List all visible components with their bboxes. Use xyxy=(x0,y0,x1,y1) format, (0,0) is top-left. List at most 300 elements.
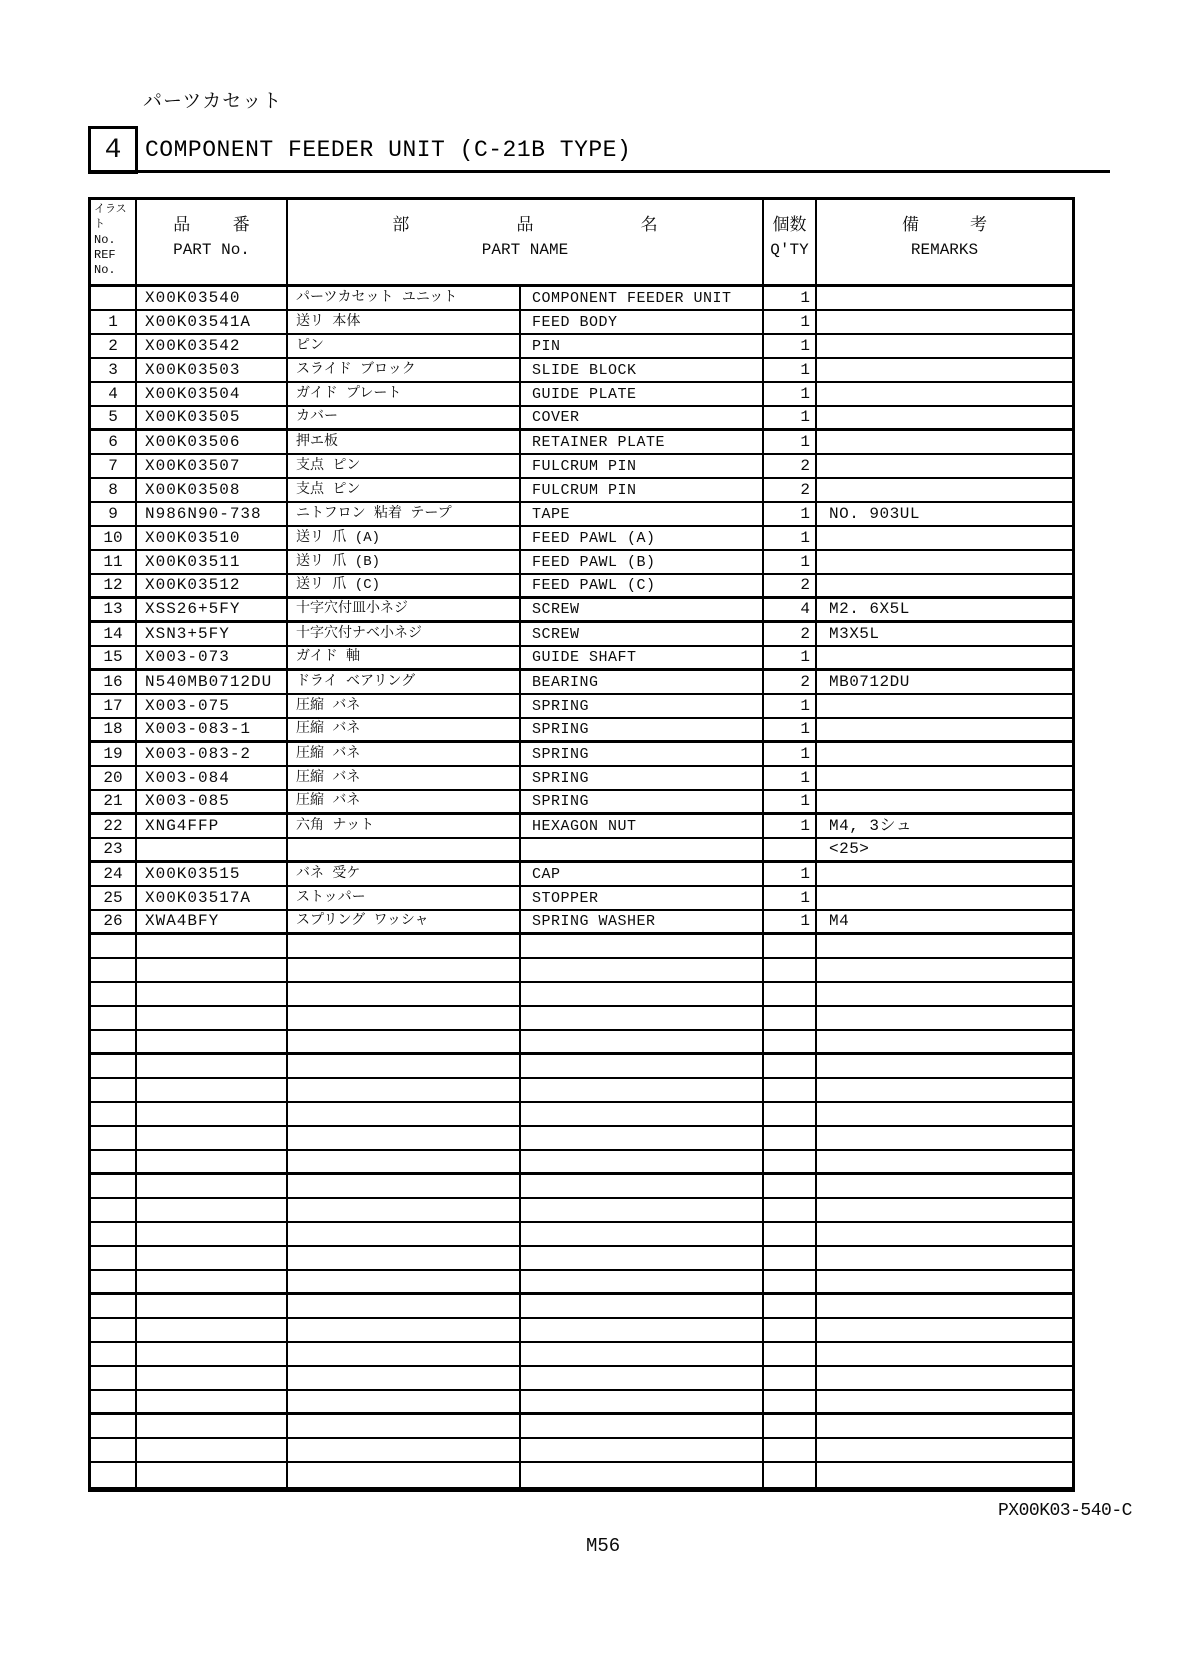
part-name-jp-cell: 十字穴付皿小ネジ xyxy=(288,599,521,620)
remarks-cell xyxy=(817,1031,1072,1052)
part-name-jp-cell: 十字穴付ナベ小ネジ xyxy=(288,623,521,645)
part-name-en-cell xyxy=(521,1247,764,1269)
remarks-cell xyxy=(817,359,1072,381)
qty-cell: 1 xyxy=(764,287,817,309)
part-name-jp-cell xyxy=(288,1079,521,1101)
part-name-en-cell: SCREW xyxy=(521,599,764,620)
part-name-jp-cell: スプリング ワッシャ xyxy=(288,911,521,932)
qty-cell: 1 xyxy=(764,335,817,357)
part-name-jp-cell: ガイド プレート xyxy=(288,383,521,405)
table-row-empty xyxy=(91,1199,1072,1223)
part-name-en-cell: FEED PAWL (B) xyxy=(521,551,764,573)
qty-cell xyxy=(764,1367,817,1389)
qty-cell: 2 xyxy=(764,575,817,596)
qty-cell xyxy=(764,839,817,860)
part-no-cell: X00K03510 xyxy=(137,527,288,549)
part-name-en-cell xyxy=(521,1031,764,1052)
ref-cell xyxy=(91,1007,137,1029)
qty-cell xyxy=(764,983,817,1005)
part-name-en-cell xyxy=(521,1295,764,1317)
ref-cell xyxy=(91,1031,137,1052)
part-no-cell: X00K03506 xyxy=(137,431,288,453)
part-no-cell: X00K03515 xyxy=(137,863,288,885)
part-no-cell: N540MB0712DU xyxy=(137,671,288,693)
part-name-en-cell xyxy=(521,1415,764,1437)
part-name-en-cell: COMPONENT FEEDER UNIT xyxy=(521,287,764,309)
header-part-name: 部品名 PART NAME xyxy=(288,200,764,284)
qty-cell xyxy=(764,1175,817,1197)
part-no-cell: N986N90-738 xyxy=(137,503,288,525)
part-no-cell xyxy=(137,935,288,957)
part-name-en-cell xyxy=(521,1079,764,1101)
table-row-empty xyxy=(91,1415,1072,1439)
part-no-cell: X00K03541A xyxy=(137,311,288,333)
header-remarks: 備考 REMARKS xyxy=(902,217,1038,259)
remarks-cell xyxy=(817,1415,1072,1437)
part-no-cell xyxy=(137,1271,288,1292)
part-name-en-cell: SLIDE BLOCK xyxy=(521,359,764,381)
remarks-cell xyxy=(817,695,1072,717)
ref-cell xyxy=(91,983,137,1005)
ref-cell xyxy=(91,1223,137,1245)
part-name-jp-cell xyxy=(288,1343,521,1365)
part-name-en-cell: COVER xyxy=(521,407,764,428)
part-name-en-cell xyxy=(521,1175,764,1197)
qty-cell: 2 xyxy=(764,671,817,693)
part-name-en-cell: SPRING xyxy=(521,743,764,765)
ref-cell xyxy=(91,1343,137,1365)
qty-cell: 2 xyxy=(764,455,817,477)
part-no-cell: X00K03504 xyxy=(137,383,288,405)
table-row xyxy=(91,407,1072,431)
part-name-en-cell xyxy=(521,1343,764,1365)
part-name-jp-cell xyxy=(288,1295,521,1317)
remarks-cell: M4, 3シュ xyxy=(829,816,913,835)
ref-cell: 26 xyxy=(91,911,137,932)
part-name-en-cell xyxy=(521,1391,764,1412)
ref-cell: 4 xyxy=(91,383,137,405)
part-name-jp-cell: ニトフロン 粘着 テープ xyxy=(288,503,521,525)
remarks-cell xyxy=(817,935,1072,957)
part-no-cell: X00K03512 xyxy=(137,575,288,596)
remarks-cell xyxy=(817,863,1072,885)
qty-cell: 1 xyxy=(764,887,817,909)
ref-cell: 2 xyxy=(91,335,137,357)
part-name-jp-cell: 圧縮 バネ xyxy=(288,695,521,717)
ref-cell: 3 xyxy=(91,359,137,381)
ref-cell: 20 xyxy=(91,767,137,789)
qty-cell: 1 xyxy=(764,719,817,740)
remarks-cell xyxy=(817,455,1072,477)
remarks-cell xyxy=(817,887,1072,909)
part-name-en-cell xyxy=(521,1463,764,1487)
part-no-cell: X00K03511 xyxy=(137,551,288,573)
qty-cell: 1 xyxy=(764,647,817,668)
remarks-cell xyxy=(817,1007,1072,1029)
part-name-en-cell: SPRING WASHER xyxy=(521,911,764,932)
remarks-cell xyxy=(817,1199,1072,1221)
part-name-en-cell xyxy=(521,935,764,957)
remarks-cell: M2. 6X5L xyxy=(829,600,910,618)
part-name-en-cell: CAP xyxy=(521,863,764,885)
ref-cell xyxy=(91,1151,137,1172)
part-name-jp-cell xyxy=(288,983,521,1005)
table-row xyxy=(91,671,1072,695)
table-row xyxy=(91,887,1072,911)
qty-cell xyxy=(764,1199,817,1221)
table-row xyxy=(91,287,1072,311)
qty-cell: 1 xyxy=(764,863,817,885)
remarks-cell xyxy=(817,1439,1072,1461)
remarks-cell xyxy=(817,1055,1072,1077)
part-no-cell: XWA4BFY xyxy=(137,911,288,932)
part-name-jp-cell: バネ 受ケ xyxy=(288,863,521,885)
remarks-cell xyxy=(817,551,1072,573)
table-row-empty xyxy=(91,1271,1072,1295)
part-name-jp-cell xyxy=(288,1175,521,1197)
table-row-empty xyxy=(91,1367,1072,1391)
part-name-en-cell: TAPE xyxy=(521,503,764,525)
part-name-jp-cell xyxy=(288,1007,521,1029)
part-name-en-cell xyxy=(521,983,764,1005)
part-name-jp-cell xyxy=(288,1103,521,1125)
qty-cell: 1 xyxy=(764,503,817,525)
qty-cell: 4 xyxy=(764,599,817,620)
part-name-jp-cell xyxy=(288,1055,521,1077)
part-name-jp-cell: ドライ ベアリング xyxy=(288,671,521,693)
part-no-cell xyxy=(137,1175,288,1197)
ref-cell xyxy=(91,1319,137,1341)
remarks-cell xyxy=(817,1127,1072,1149)
qty-cell xyxy=(764,1031,817,1052)
part-name-en-cell: FEED BODY xyxy=(521,311,764,333)
part-no-cell: X003-075 xyxy=(137,695,288,717)
remarks-cell xyxy=(817,1343,1072,1365)
remarks-cell xyxy=(817,1151,1072,1172)
table-row-empty xyxy=(91,1463,1072,1487)
qty-cell xyxy=(764,1319,817,1341)
remarks-cell xyxy=(817,1367,1072,1389)
ref-cell xyxy=(91,1127,137,1149)
remarks-cell: NO. 903UL xyxy=(829,504,920,523)
ref-cell: 6 xyxy=(91,431,137,453)
remarks-cell xyxy=(817,479,1072,501)
remarks-cell xyxy=(817,383,1072,405)
part-no-cell xyxy=(137,1127,288,1149)
ref-cell xyxy=(91,1391,137,1412)
part-name-en-cell xyxy=(521,1103,764,1125)
table-row-empty xyxy=(91,959,1072,983)
table-row-empty xyxy=(91,935,1072,959)
remarks-cell xyxy=(817,431,1072,453)
qty-cell xyxy=(764,1295,817,1317)
part-name-jp-cell: 送リ 爪 (B) xyxy=(288,551,521,573)
ref-cell: 22 xyxy=(91,815,137,837)
part-name-jp-cell xyxy=(288,1463,521,1487)
part-name-jp-cell: パーツカセット ユニット xyxy=(288,287,521,309)
part-name-jp-cell xyxy=(288,1127,521,1149)
part-no-cell: X00K03507 xyxy=(137,455,288,477)
part-name-en-cell xyxy=(521,1367,764,1389)
part-name-jp-cell xyxy=(288,1223,521,1245)
remarks-cell xyxy=(817,407,1072,428)
part-name-jp-cell xyxy=(288,1247,521,1269)
part-no-cell xyxy=(137,839,288,860)
qty-cell: 1 xyxy=(764,551,817,573)
part-name-jp-cell: 送リ 爪 (A) xyxy=(288,527,521,549)
remarks-cell xyxy=(817,767,1072,789)
part-name-jp-cell xyxy=(288,1319,521,1341)
part-no-cell: X00K03540 xyxy=(137,287,288,309)
ref-cell xyxy=(91,1271,137,1292)
ref-cell xyxy=(91,1295,137,1317)
part-no-cell: X003-083-2 xyxy=(137,743,288,765)
table-row xyxy=(91,383,1072,407)
ref-cell: 19 xyxy=(91,743,137,765)
part-name-en-cell: PIN xyxy=(521,335,764,357)
footer-doc-number: PX00K03-540-C xyxy=(998,1501,1132,1521)
header-qty: 個数 Q'TY xyxy=(764,200,817,284)
ref-cell xyxy=(91,1103,137,1125)
ref-cell: 24 xyxy=(91,863,137,885)
ref-cell: 12 xyxy=(91,575,137,596)
remarks-cell xyxy=(817,527,1072,549)
ref-cell: 11 xyxy=(91,551,137,573)
table-row xyxy=(91,863,1072,887)
remarks-cell xyxy=(817,1295,1072,1317)
ref-cell xyxy=(91,1247,137,1269)
ref-cell xyxy=(91,1199,137,1221)
ref-cell xyxy=(91,1415,137,1437)
ref-cell xyxy=(91,959,137,981)
part-name-en-cell xyxy=(521,1439,764,1461)
table-row-empty xyxy=(91,1175,1072,1199)
section-number-box xyxy=(88,126,138,174)
table-row-empty xyxy=(91,1391,1072,1415)
part-no-cell xyxy=(137,1391,288,1412)
part-name-jp-cell: 送リ 爪 (C) xyxy=(288,575,521,596)
part-name-jp-cell xyxy=(288,1151,521,1172)
part-name-jp-cell: 押エ板 xyxy=(288,431,521,453)
remarks-cell xyxy=(817,1319,1072,1341)
qty-cell xyxy=(764,1271,817,1292)
ref-cell: 1 xyxy=(91,311,137,333)
remarks-cell xyxy=(817,983,1072,1005)
header-ref-no: イラスト No. REF No. xyxy=(91,200,137,284)
ref-cell: 9 xyxy=(91,503,137,525)
remarks-cell xyxy=(817,1391,1072,1412)
ref-cell: 16 xyxy=(91,671,137,693)
table-row xyxy=(91,359,1072,383)
table-row xyxy=(91,839,1072,863)
part-name-en-cell xyxy=(521,1223,764,1245)
header-part-no: 品番 PART No. xyxy=(137,200,288,284)
table-row-empty xyxy=(91,1151,1072,1175)
part-no-cell: X003-073 xyxy=(137,647,288,668)
table-row-empty xyxy=(91,1031,1072,1055)
part-no-cell xyxy=(137,1199,288,1221)
part-no-cell xyxy=(137,959,288,981)
part-name-en-cell: SCREW xyxy=(521,623,764,645)
remarks-cell xyxy=(817,1271,1072,1292)
part-name-en-cell xyxy=(521,1055,764,1077)
qty-cell xyxy=(764,1463,817,1487)
part-name-jp-cell xyxy=(288,959,521,981)
part-no-cell xyxy=(137,1055,288,1077)
part-no-cell xyxy=(137,1031,288,1052)
table-body xyxy=(91,287,1072,1487)
part-name-en-cell: BEARING xyxy=(521,671,764,693)
table-row-empty xyxy=(91,1103,1072,1127)
part-name-en-cell: FULCRUM PIN xyxy=(521,479,764,501)
table-row xyxy=(91,719,1072,743)
qty-cell xyxy=(764,1223,817,1245)
remarks-cell xyxy=(817,959,1072,981)
part-name-jp-cell xyxy=(288,1439,521,1461)
remarks-cell: M3X5L xyxy=(829,624,880,643)
part-no-cell xyxy=(137,1367,288,1389)
part-no-cell xyxy=(137,1415,288,1437)
part-no-cell: XSS26+5FY xyxy=(137,599,288,620)
qty-cell xyxy=(764,959,817,981)
remarks-cell xyxy=(817,1103,1072,1125)
table-row xyxy=(91,599,1072,623)
part-no-cell xyxy=(137,1103,288,1125)
qty-cell xyxy=(764,1415,817,1437)
table-row xyxy=(91,455,1072,479)
table-row xyxy=(91,743,1072,767)
part-name-jp-cell xyxy=(288,1367,521,1389)
part-no-cell xyxy=(137,1007,288,1029)
table-row xyxy=(91,695,1072,719)
ref-cell: 17 xyxy=(91,695,137,717)
table-row-empty xyxy=(91,1343,1072,1367)
qty-cell xyxy=(764,1151,817,1172)
part-name-en-cell xyxy=(521,1319,764,1341)
part-name-jp-cell xyxy=(288,1199,521,1221)
qty-cell: 1 xyxy=(764,311,817,333)
ref-cell: 18 xyxy=(91,719,137,740)
part-name-en-cell: FEED PAWL (C) xyxy=(521,575,764,596)
remarks-cell xyxy=(817,311,1072,333)
part-name-jp-cell: 支点 ピン xyxy=(288,479,521,501)
ref-cell: 23 xyxy=(91,839,137,860)
ref-cell: 7 xyxy=(91,455,137,477)
part-name-jp-cell: 圧縮 バネ xyxy=(288,743,521,765)
table-row-empty xyxy=(91,1079,1072,1103)
table-row xyxy=(91,623,1072,647)
footer-page-number: M56 xyxy=(586,1535,621,1557)
table-row xyxy=(91,479,1072,503)
ref-cell: 21 xyxy=(91,791,137,812)
ref-cell: 14 xyxy=(91,623,137,645)
qty-cell: 1 xyxy=(764,359,817,381)
part-name-en-cell xyxy=(521,1271,764,1292)
table-row xyxy=(91,575,1072,599)
table-row xyxy=(91,551,1072,575)
table-row xyxy=(91,911,1072,935)
part-name-jp-cell xyxy=(288,1271,521,1292)
part-no-cell xyxy=(137,1343,288,1365)
table-row-empty xyxy=(91,1223,1072,1247)
ref-cell: 5 xyxy=(91,407,137,428)
qty-cell xyxy=(764,1079,817,1101)
remarks-cell xyxy=(817,1223,1072,1245)
part-name-jp-cell xyxy=(288,1415,521,1437)
qty-cell: 1 xyxy=(764,911,817,932)
part-no-cell xyxy=(137,1247,288,1269)
ref-cell: 15 xyxy=(91,647,137,668)
part-name-en-cell: FEED PAWL (A) xyxy=(521,527,764,549)
remarks-cell: <25> xyxy=(829,840,870,858)
table-row xyxy=(91,767,1072,791)
table-row-empty xyxy=(91,1127,1072,1151)
qty-cell: 1 xyxy=(764,743,817,765)
table-header-row xyxy=(91,200,1072,287)
section-number: 4 xyxy=(104,134,122,166)
table-row-empty xyxy=(91,1439,1072,1463)
part-no-cell: XNG4FFP xyxy=(137,815,288,837)
part-name-en-cell: SPRING xyxy=(521,791,764,812)
remarks-cell: MB0712DU xyxy=(829,672,910,691)
qty-cell xyxy=(764,1055,817,1077)
remarks-cell xyxy=(817,1463,1072,1487)
qty-cell: 1 xyxy=(764,383,817,405)
part-no-cell: X00K03505 xyxy=(137,407,288,428)
part-name-en-cell: GUIDE SHAFT xyxy=(521,647,764,668)
part-no-cell xyxy=(137,1463,288,1487)
remarks-cell xyxy=(817,335,1072,357)
remarks-cell xyxy=(817,1247,1072,1269)
part-name-en-cell xyxy=(521,1007,764,1029)
remarks-cell xyxy=(817,791,1072,812)
qty-cell: 1 xyxy=(764,815,817,837)
part-name-jp-cell: ピン xyxy=(288,335,521,357)
table-row xyxy=(91,791,1072,815)
qty-cell xyxy=(764,935,817,957)
part-no-cell xyxy=(137,983,288,1005)
part-name-en-cell xyxy=(521,959,764,981)
table-row xyxy=(91,311,1072,335)
part-no-cell: X003-085 xyxy=(137,791,288,812)
part-no-cell xyxy=(137,1223,288,1245)
qty-cell xyxy=(764,1127,817,1149)
table-row-empty xyxy=(91,1247,1072,1271)
part-no-cell xyxy=(137,1079,288,1101)
part-no-cell: X00K03542 xyxy=(137,335,288,357)
table-row xyxy=(91,335,1072,359)
ref-cell: 25 xyxy=(91,887,137,909)
remarks-cell xyxy=(817,1079,1072,1101)
table-row-empty xyxy=(91,1055,1072,1079)
qty-cell: 1 xyxy=(764,695,817,717)
part-name-jp-cell xyxy=(288,839,521,860)
part-name-en-cell: SPRING xyxy=(521,767,764,789)
qty-cell xyxy=(764,1343,817,1365)
qty-cell xyxy=(764,1391,817,1412)
part-name-jp-cell xyxy=(288,935,521,957)
qty-cell: 1 xyxy=(764,791,817,812)
part-name-jp-cell: ストッパー xyxy=(288,887,521,909)
ref-cell xyxy=(91,1463,137,1487)
part-name-jp-cell xyxy=(288,1031,521,1052)
part-no-cell xyxy=(137,1295,288,1317)
table-row xyxy=(91,503,1072,527)
qty-cell: 1 xyxy=(764,431,817,453)
part-no-cell: XSN3+5FY xyxy=(137,623,288,645)
part-no-cell: X003-084 xyxy=(137,767,288,789)
qty-cell: 1 xyxy=(764,407,817,428)
